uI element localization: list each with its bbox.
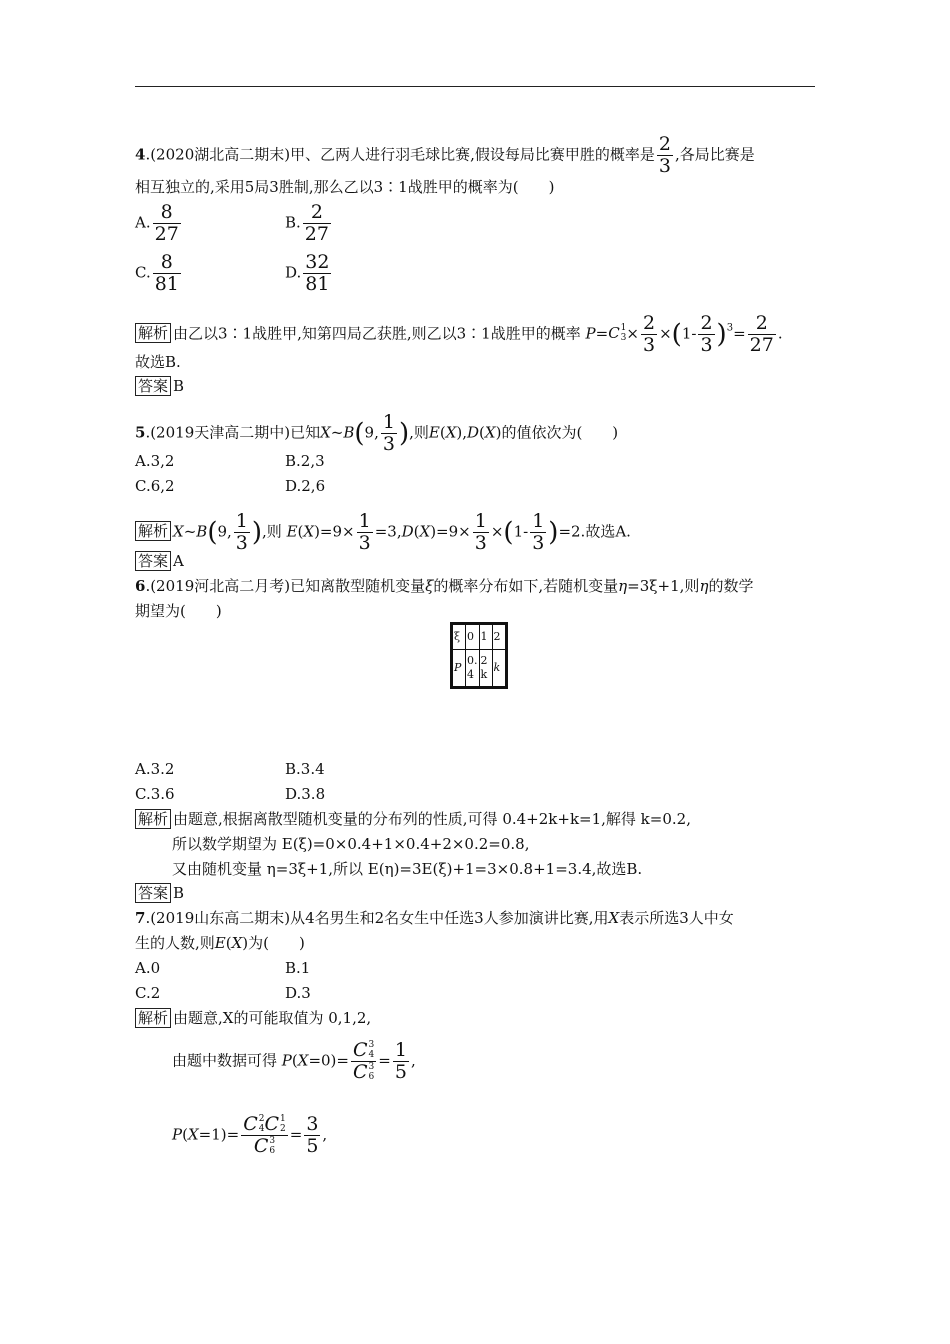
table-cell: 2 xyxy=(492,624,506,650)
q4-answer: 答案 B xyxy=(135,375,184,397)
q5-option-d: D.2,6 xyxy=(285,477,326,495)
table-cell: k xyxy=(492,650,506,688)
q5-analysis: 解析 X~B(9, $\frac{1}{3}$ ),则 E(X)=9× $\frac{1}{3}$ =3,D(X)=9× $\frac{1}{3}$ ×(1- $\frac{1}{3}$ )=2.故选A. xyxy=(135,511,631,554)
q4-stem-line2: 相互独立的,采用5局3胜制,那么乙以3∶1战胜甲的概率为( ) xyxy=(135,178,555,196)
table-cell: 2k xyxy=(479,650,492,688)
q7-option-d: D.3 xyxy=(285,984,311,1002)
q4-prob-fraction: $\frac{2}{3}$ xyxy=(658,133,671,177)
q7-analysis: 解析 由题意,X的可能取值为 0,1,2, xyxy=(135,1007,371,1029)
answer-tag: 答案 xyxy=(135,376,171,396)
q6-answer: 答案 B xyxy=(135,882,184,904)
q6-analysis: 解析 由题意,根据离散型随机变量的分布列的性质,可得 0.4+2k+k=1,解得 k=0.2, xyxy=(135,808,691,830)
q6-analysis-line2: 所以数学期望为 E(ξ)=0×0.4+1×0.4+2×0.2=0.8, xyxy=(172,835,530,853)
distribution-table xyxy=(450,622,508,689)
q7-option-c: C.2 xyxy=(135,984,161,1002)
q4-option-a: A. $\frac{8}{27}$ xyxy=(135,201,179,245)
table-cell: 0.4 xyxy=(466,650,480,688)
q5-option-c: C.6,2 xyxy=(135,477,175,495)
q4-analysis-line2: 故选B. xyxy=(135,353,181,371)
q7-p1-formula: P(X=1)= C 2 4 C 1 2 C 3 6 = $\frac{3}{5}$ , xyxy=(172,1113,328,1157)
q6-stem: 6.(2019河北高二月考)已知离散型随机变量ξ的概率分布如下,若随机变量η=3ξ+1,则η的数学 xyxy=(135,577,754,595)
q6-option-d: D.3.8 xyxy=(285,785,326,803)
q4-option-c: C. $\frac{8}{81}$ xyxy=(135,251,179,295)
q6-analysis-line3: 又由随机变量 η=3ξ+1,所以 E(η)=3E(ξ)+1=3×0.8+1=3.4,故选B. xyxy=(172,860,643,878)
q5-option-a: A.3,2 xyxy=(135,452,175,470)
q7-stem-line2: 生的人数,则E(X)为( ) xyxy=(135,934,305,952)
q6-option-c: C.3.6 xyxy=(135,785,175,803)
q4-option-b: B. $\frac{2}{27}$ xyxy=(285,201,329,245)
q5-answer: 答案 A xyxy=(135,550,184,572)
q4-option-d: D. $\frac{32}{81}$ xyxy=(285,251,330,295)
table-cell: ξ xyxy=(452,624,466,650)
q7-option-b: B.1 xyxy=(285,959,311,977)
q6-option-b: B.3.4 xyxy=(285,760,325,778)
q7-p0-formula: 由题中数据可得 P(X=0)= C 3 4 C 3 6 = $\frac{1}{5}$ , xyxy=(172,1039,416,1083)
header-rule xyxy=(135,86,815,87)
table-cell: P xyxy=(452,650,466,688)
q6-option-a: A.3.2 xyxy=(135,760,175,778)
q7-stem: 7.(2019山东高二期末)从4名男生和2名女生中任选3人参加演讲比赛,用X表示所选3人中女 xyxy=(135,909,734,927)
q6-stem-line2: 期望为( ) xyxy=(135,602,222,620)
table-cell: 0 xyxy=(466,624,480,650)
q4-analysis: 解析 由乙以3∶1战胜甲,知第四局乙获胜,则乙以3∶1战胜甲的概率 P= C 1 3 × $\frac{2}{3}$ ×(1- $\frac{2}{3}$ )$^3$= $\frac{2}{27}$ . xyxy=(135,313,783,356)
analysis-tag: 解析 xyxy=(135,323,171,343)
q7-option-a: A.0 xyxy=(135,959,161,977)
q5-option-b: B.2,3 xyxy=(285,452,325,470)
table-cell: 1 xyxy=(479,624,492,650)
q4-stem: 4.(2020湖北高二期末)甲、乙两人进行羽毛球比赛,假设每局比赛甲胜的概率是 $\frac{2}{3}$ ,各局比赛是 xyxy=(135,133,755,177)
q5-stem: 5.(2019天津高二期中)已知X~B(9, $\frac{1}{3}$ ),则E(X),D(X)的值依次为( ) xyxy=(135,411,619,455)
